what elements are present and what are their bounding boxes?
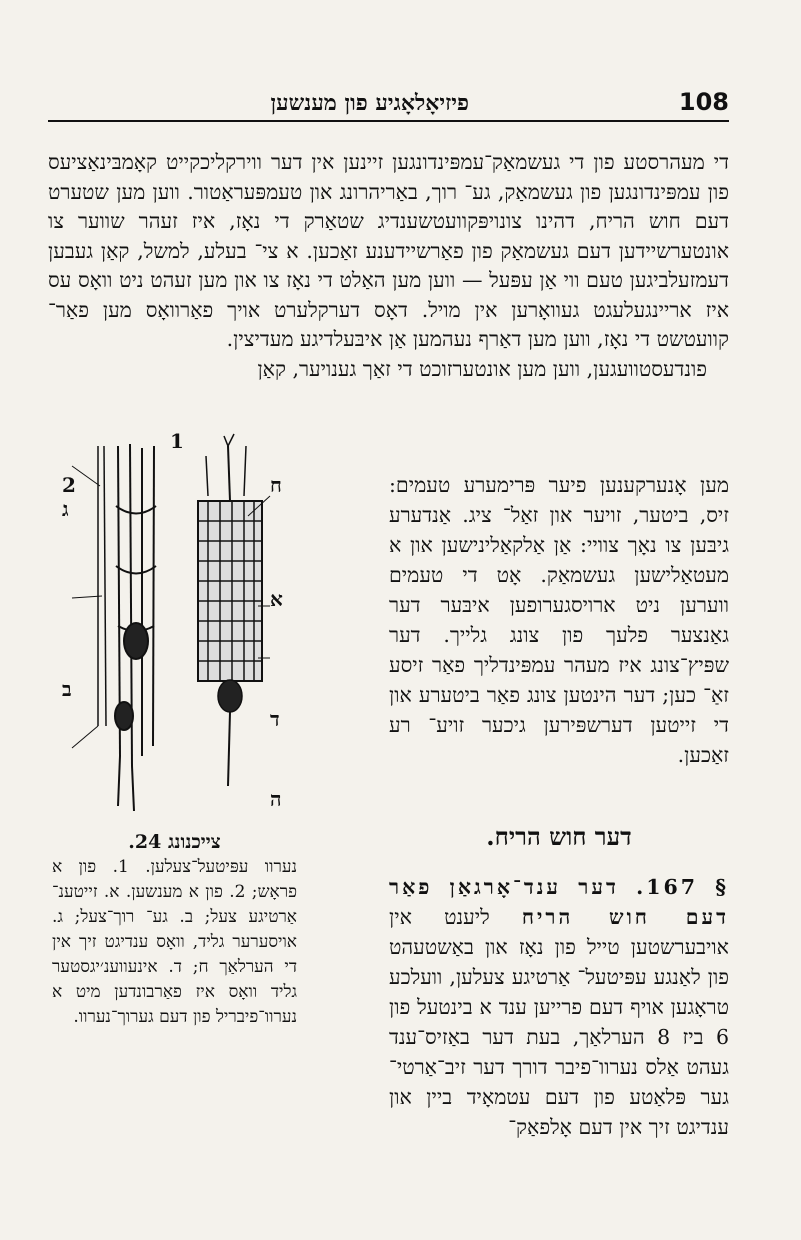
text-line: ביין און ענדיגט זיך אין דעם אָלפאַק־	[389, 1085, 729, 1139]
text-line: דעם גערוך־נערוו.	[73, 1007, 188, 1027]
text-line: 8 הערלאַך, בעת דער באַזיס־ענד געהט	[389, 1025, 729, 1079]
text-line: רוך, באַריהרונג און טעמפּעראַטור. ווען מען שטערט דעם חוש	[48, 179, 729, 233]
right-column-paragraph	[389, 470, 729, 770]
text-line: ווירקליכקייט קאָמבּינאַציעס פון עמפּינדונגען פון געשמאַק, גע־	[48, 150, 729, 204]
figure-label-2: 2	[62, 473, 76, 497]
section-paragraph	[389, 872, 729, 1142]
figure-label-bet: ב	[62, 677, 72, 701]
text-line: וואָס איז פאַרבונדען	[114, 982, 258, 1002]
text-line: טעמים: זיס, ביטער, זויער און זאַל־	[389, 473, 729, 527]
text-line: געוואָרען אין מויל. דאָס דערקלערט אויך פאַרוואָס מען פאַר־	[48, 297, 580, 322]
cell-illustration	[58, 426, 288, 812]
figure-label-alef: א	[270, 587, 283, 611]
intro-paragraph	[48, 148, 729, 384]
text-line: מען האַלט די נאָז צו און מען זעהט ניט וואָס עס איז אריינגעלעגט	[48, 268, 730, 322]
text-line: א מענשען. א. זייטענ־	[52, 882, 199, 902]
section-title: דער חוש הריח.	[486, 822, 632, 851]
running-title: פיזיאָלאָגיע פון מענשען	[270, 90, 469, 116]
text-line: 1. פון א פראָש; 2. פון	[52, 857, 297, 902]
text-line: אַרטיגע צעלען, וועלכע טראָגען אויף	[389, 965, 729, 1019]
text-line: געשמאַק. אָט די טעמים ווערען ניט	[389, 563, 729, 617]
figure-label-gimel: ג	[62, 497, 69, 521]
text-line: גליד, וואָס ענדיגט זיך	[79, 932, 225, 952]
figure-label-chet: ח	[270, 473, 282, 497]
text-line: אַרטיגע צעל; ב. גע־	[146, 907, 298, 927]
text-line: מען אָנערקענען פיער פּרימערע	[463, 473, 729, 497]
text-line: מיט א נערוו־פיבריל פון	[52, 982, 297, 1027]
text-line: איז מעהר עמפּינדליך פאַר זיסע זאַ־	[389, 653, 729, 707]
text-line: כען; דער הינטען צונג פאַר ביטערע	[418, 683, 697, 707]
text-line: פלעך פון צונג גלייך. דער שפּיץ־צונג	[389, 623, 729, 677]
text-line: אין די הערלאַך ח;	[52, 932, 297, 977]
figure-epithelial-cells	[58, 426, 288, 812]
text-line: ליענט אין אויבערשטען טייל פון נאָז	[389, 905, 729, 959]
figure-caption	[52, 830, 297, 1030]
intro-text	[48, 148, 729, 355]
figure-label-dalet: ד	[270, 707, 280, 731]
text-line: גער פּלאַטע פון דעם עטמאָיד	[466, 1085, 729, 1109]
right-column-text	[389, 470, 729, 770]
figure-label-1: 1	[170, 429, 184, 453]
text-line: ארויסגערופען איבּער דער גאַנצער	[389, 593, 729, 647]
text-line: הריח, דהינו צונויפּקוועטשענדיג שטאַרק די נאָז, איז זעהר שווער	[77, 209, 635, 233]
caption-title: צייכנונג 24.	[128, 831, 221, 853]
text-line: די מעהרסטע פון די געשמאַק־עמפּינדונגען זיינען אין דער	[270, 150, 729, 174]
text-line: אַלס נערוו־פיבר דורך דער זיב־אַרטי־	[389, 1055, 679, 1079]
text-line: קוועטשט די נאָז, ווען מען דאַרף נעהמען אַן איבּעלדיגע מעדיצין.	[226, 327, 729, 351]
text-line: ד. אינעווענ׳יגסטער גליד	[52, 957, 298, 1002]
text-line: און די זייטען דערשפּירען גיכער זויע־	[389, 683, 729, 737]
second-paragraph-start: פונדעסטוועגען, ווען מען אונטערזוכט די זאַך גענויער, קאַן	[257, 356, 707, 381]
text-line: דעם פרייען ענד א בינטעל פון 6 ביז	[389, 995, 729, 1049]
figure-label-he: ה	[270, 787, 282, 811]
text-line: רע זאַכען.	[389, 713, 729, 767]
text-line: ציג. אַנדערע גיבּען צו נאָך צוויי:	[389, 503, 729, 557]
page-number: 108	[678, 88, 729, 116]
text-line: רוך־צעל; ג. אויסערער	[52, 907, 297, 952]
text-line: בעלע, למשל, קאַן געבען דעמזעלביגען טעם ווי אַן עפּעל — ווען	[48, 238, 729, 292]
section-body	[389, 872, 729, 1142]
text-line: און באַשטעהט פון לאַנגע עפּיטעל־	[389, 935, 729, 989]
text-line: נערוו עפּיטעל־צעלען.	[145, 857, 297, 877]
caption-text	[52, 855, 297, 1030]
section-heading: § 167. דער ענד־אָרגאַן פאַר דעם חוש הריח	[389, 875, 730, 929]
text-line: אַן אַלקאַלינישען און א מעטאַלישען	[389, 533, 729, 587]
page-header	[48, 88, 729, 122]
text-line: צו אונטערשיידען דעם געשמאַק פון פאַרשיידענע זאַכען. א צי־	[48, 209, 729, 263]
